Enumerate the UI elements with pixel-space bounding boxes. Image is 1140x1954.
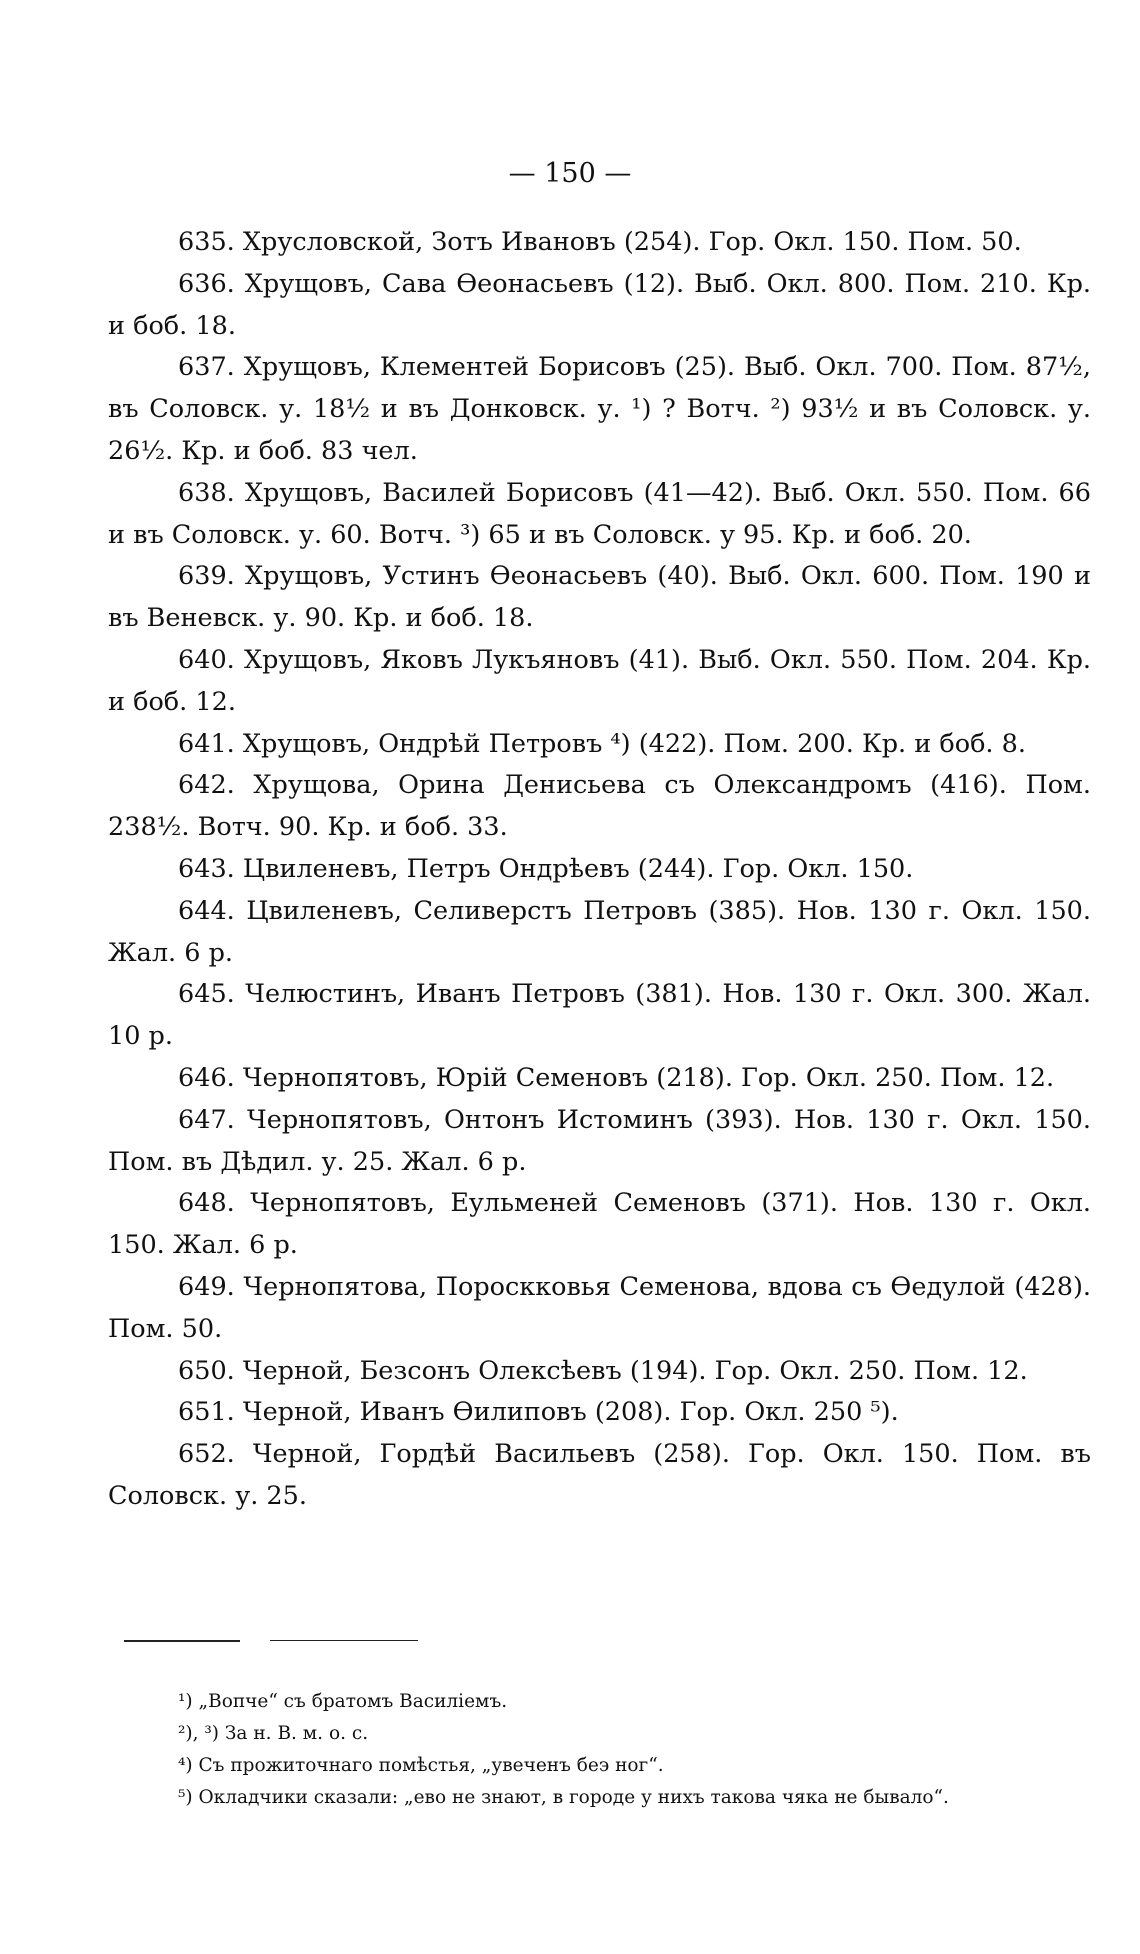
entry-651: 651. Черной, Иванъ Өилиповъ (208). Гор. Окл. 250 ⁵). xyxy=(178,1397,899,1428)
entry-639: 639. Хрущовъ, Устинъ Өеонасьевъ (40). Выб. Окл. 600. Пом. 190 и въ Веневск. у. 90. Кр. и боб. 18. xyxy=(108,561,1091,634)
entry-636: 636. Хрущовъ, Сава Өеонасьевъ (12). Выб. Окл. 800. Пом. 210. Кр. и боб. 18. xyxy=(108,268,1091,341)
entry-648: 648. Чернопятовъ, Еульменей Семеновъ (371). Нов. 130 г. Окл. 150. Жал. 6 р. xyxy=(108,1188,1091,1261)
entry-652: 652. Черной, Гордѣй Васильевъ (258). Гор. Окл. 150. Пом. въ Соловск. у. 25. xyxy=(108,1439,1091,1511)
footnote-separator-dashed xyxy=(270,1640,418,1641)
footnotes xyxy=(108,1686,1091,1814)
entry-635: 635. Хрусловской, Зотъ Ивановъ (254). Гор. Окл. 150. Пом. 50. xyxy=(178,227,1022,257)
entry-645: 645. Челюстинъ, Иванъ Петровъ (381). Нов. 130 г. Окл. 300. Жал. 10 р. xyxy=(108,979,1091,1052)
entry-642: 642. Хрущова, Орина Денисьева съ Олександромъ (416). Пом. 238½. Вотч. 90. Кр. и боб. 33. xyxy=(108,770,1091,843)
entry-637: 637. Хрущовъ, Клементей Борисовъ (25). Выб. Окл. 700. Пом. 87½, въ Соловск. у. 18½ и въ Донковск. у. ¹) ? Вотч. ²) 93½ и въ Соловск. у. 26½. Кр. и боб. 83 чел. xyxy=(108,352,1091,466)
page-number: — 150 — xyxy=(508,158,632,189)
footnote-1: ¹) „Вопче“ съ братомъ Василіемъ. xyxy=(178,1691,508,1712)
entry-644: 644. Цвиленевъ, Селиверстъ Петровъ (385). Нов. 130 г. Окл. 150. Жал. 6 р. xyxy=(108,895,1091,968)
entry-649: 649. Чернопятова, Пороскковья Семенова, вдова съ Өедулой (428). Пом. 50. xyxy=(108,1271,1091,1344)
footnote-separator xyxy=(124,1640,240,1642)
footnote-5: ⁵) Окладчики сказали: „ево не знают, в городе у нихъ такова чяка не бывало“. xyxy=(178,1787,949,1808)
footnote-4: ⁴) Съ прожиточнаго помѣстья, „увеченъ беэ ног“. xyxy=(178,1755,664,1776)
entry-647: 647. Чернопятовъ, Онтонъ Истоминъ (393). Нов. 130 г. Окл. 150. Пом. въ Дѣдил. у. 25. Жал. 6 р. xyxy=(108,1104,1091,1177)
entry-646: 646. Чернопятовъ, Юрій Семеновъ (218). Гор. Окл. 250. Пом. 12. xyxy=(178,1062,1055,1093)
entry-list xyxy=(108,222,1091,1518)
footnote-2-3: ²), ³) За н. В. м. о. с. xyxy=(178,1723,369,1744)
entry-650: 650. Черной, Безсонъ Олексѣевъ (194). Гор. Окл. 250. Пом. 12. xyxy=(178,1355,1028,1386)
entry-641: 641. Хрущовъ, Ондрѣй Петровъ ⁴) (422). Пом. 200. Кр. и боб. 8. xyxy=(178,728,1026,759)
entry-643: 643. Цвиленевъ, Петръ Ондрѣевъ (244). Гор. Окл. 150. xyxy=(178,853,914,884)
entry-640: 640. Хрущовъ, Яковъ Лукъяновъ (41). Выб. Окл. 550. Пом. 204. Кр. и боб. 12. xyxy=(108,644,1091,717)
entry-638: 638. Хрущовъ, Василей Борисовъ (41—42). Выб. Окл. 550. Пом. 66 и въ Соловск. у. 60. Вотч. ³) 65 и въ Соловск. у 95. Кр. и боб. 20. xyxy=(108,477,1091,550)
